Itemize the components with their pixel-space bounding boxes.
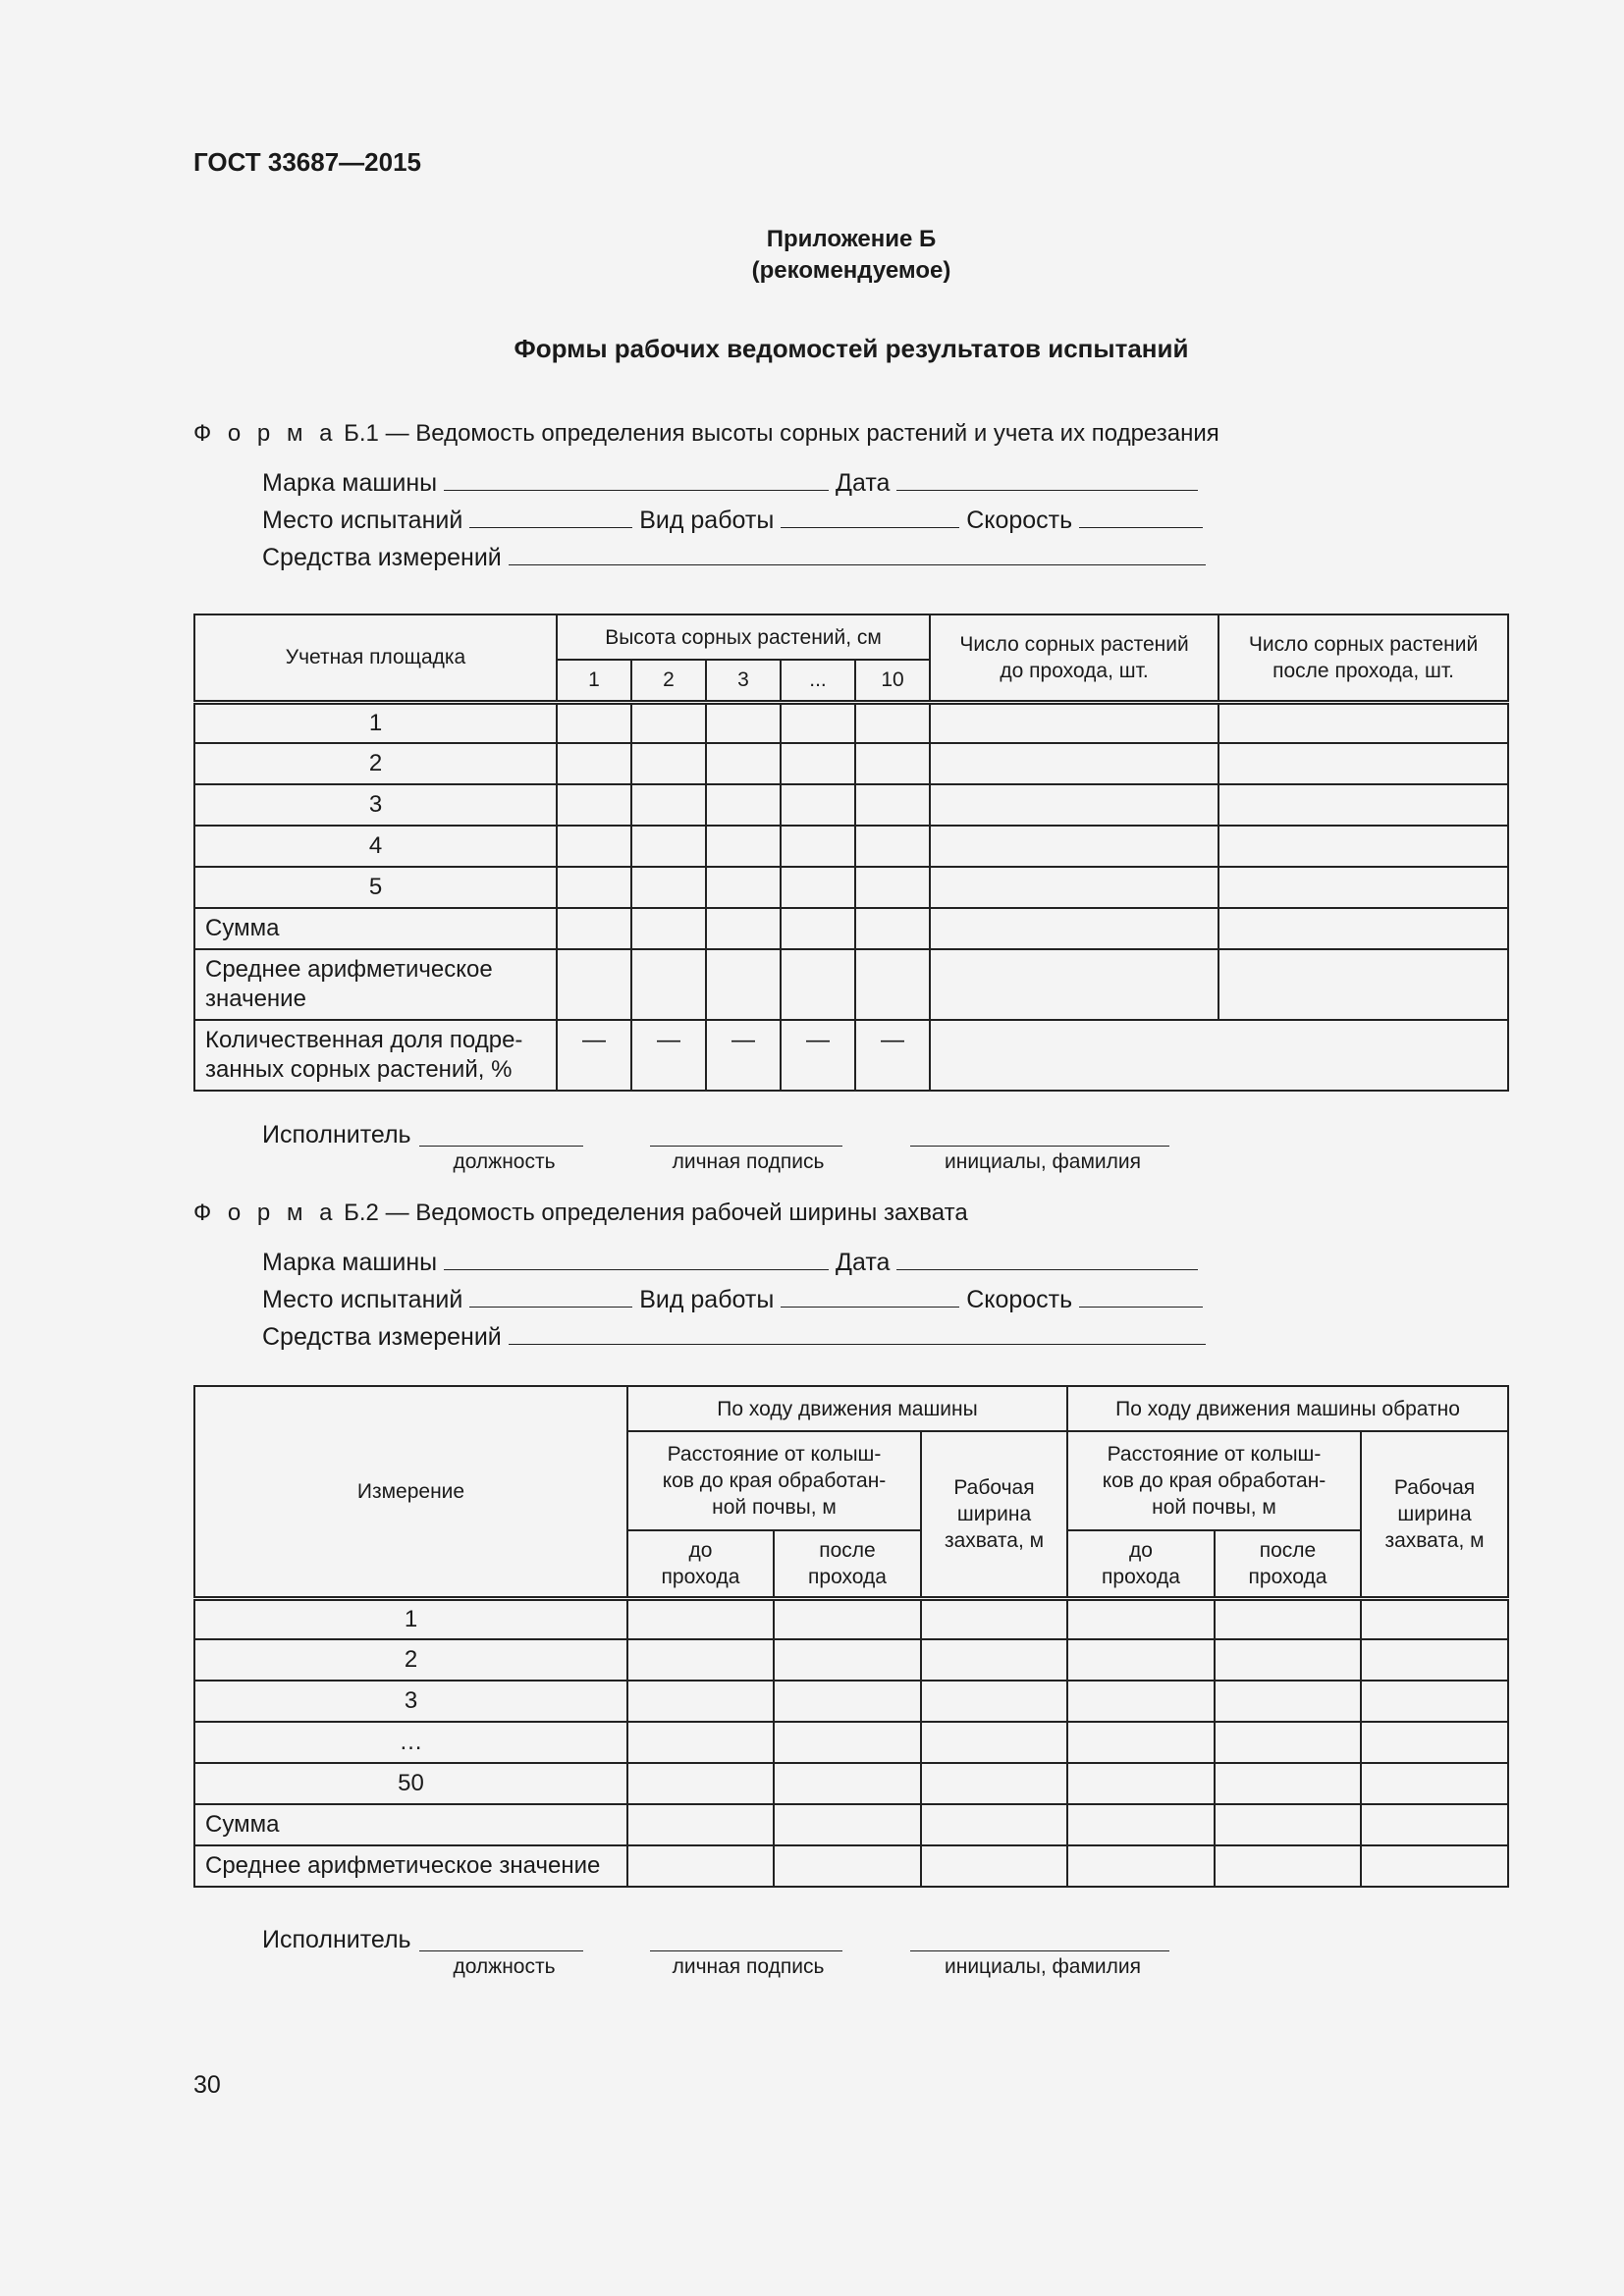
table-row: [194, 1763, 1508, 1804]
col-before-backward: до прохода: [1067, 1530, 1215, 1598]
form1-signature-line[interactable]: [650, 1145, 842, 1147]
height-col-10: 10: [855, 660, 930, 702]
tools-field[interactable]: [509, 1322, 1206, 1345]
form1-name-caption: инициалы, фамилия: [945, 1150, 1141, 1173]
sum-row: [194, 908, 1508, 949]
speed-field[interactable]: [1079, 1285, 1203, 1308]
form2-place-line: [262, 1285, 1203, 1314]
form2-signature-line[interactable]: [650, 1949, 842, 1951]
col-after: Число сорных растений после прохода, шт.: [1218, 614, 1508, 702]
brand-label: Марка машины: [262, 469, 438, 497]
sum-label: Сумма: [194, 908, 557, 949]
form1-position-caption: должность: [453, 1150, 556, 1173]
form1-title: [193, 420, 1219, 448]
row-label: 1: [194, 702, 557, 743]
mean-label-line-1: Среднее арифметическое: [205, 956, 493, 983]
table-row: [194, 784, 1508, 826]
mean-label: Среднее арифметическое значение: [194, 1845, 627, 1887]
form2-header-row-1: [194, 1386, 1508, 1431]
speed-field[interactable]: [1079, 506, 1203, 528]
form2-name-line[interactable]: [910, 1949, 1169, 1951]
table-row: [194, 1639, 1508, 1681]
height-col-ellipsis: ...: [781, 660, 855, 702]
dash-cell: —: [706, 1020, 781, 1091]
form2-title: [193, 1200, 968, 1227]
place-field[interactable]: [469, 506, 632, 528]
row-label: 2: [194, 743, 557, 784]
col-distance-backward: Расстояние от колыш-ков до края обработан-ной почвы, м: [1067, 1431, 1361, 1530]
table-row: [194, 867, 1508, 908]
form1-title-text: Б.1 — Ведомость определения высоты сорных растений и учета их подрезания: [344, 420, 1219, 447]
row-label: 5: [194, 867, 557, 908]
form2-prefix: Ф о р м а: [193, 1200, 338, 1226]
row-label: …: [194, 1722, 627, 1763]
place-field[interactable]: [469, 1285, 632, 1308]
date-label: Дата: [836, 1249, 891, 1276]
col-height: Высота сорных растений, см: [557, 614, 930, 660]
col-forward: По ходу движения машины: [627, 1386, 1067, 1431]
work-label: Вид работы: [639, 1286, 775, 1313]
form1-executor-label: Исполнитель: [262, 1121, 411, 1148]
height-col-1: 1: [557, 660, 631, 702]
form1-tools-line: [262, 543, 1206, 572]
form2-tools-line: [262, 1322, 1206, 1352]
mean-row: [194, 949, 1508, 1020]
table-row: [194, 702, 1508, 743]
speed-label: Скорость: [966, 507, 1073, 534]
tools-label: Средства измерений: [262, 1323, 502, 1351]
form1-name-line[interactable]: [910, 1145, 1169, 1147]
form2-executor-label: Исполнитель: [262, 1926, 411, 1953]
place-label: Место испытаний: [262, 507, 463, 534]
col-distance-forward: Расстояние от колыш-ков до края обработан-ной почвы, м: [627, 1431, 921, 1530]
table-row: [194, 1722, 1508, 1763]
form1-position-line[interactable]: [419, 1145, 583, 1147]
col-before: Число сорных растений до прохода, шт.: [930, 614, 1218, 702]
form2-title-text: Б.2 — Ведомость определения рабочей ширины захвата: [344, 1200, 968, 1226]
col-measure: Измерение: [194, 1386, 627, 1598]
form2-brand-line: [262, 1248, 1198, 1277]
date-field[interactable]: [896, 468, 1198, 491]
form2-position-caption: должность: [453, 1955, 556, 1978]
work-label: Вид работы: [639, 507, 775, 534]
date-field[interactable]: [896, 1248, 1198, 1270]
forms-title: Формы рабочих ведомостей результатов испытаний: [514, 334, 1189, 363]
dash-cell: —: [855, 1020, 930, 1091]
col-after-backward: после прохода: [1215, 1530, 1361, 1598]
work-field[interactable]: [781, 506, 959, 528]
table-row: [194, 826, 1508, 867]
row-label: 2: [194, 1639, 627, 1681]
row-label: 3: [194, 1681, 627, 1722]
table-row: [194, 743, 1508, 784]
date-label: Дата: [836, 469, 891, 497]
form1-prefix: Ф о р м а: [193, 420, 338, 447]
document-code: ГОСТ 33687—2015: [193, 147, 421, 177]
form2-name-caption: инициалы, фамилия: [945, 1955, 1141, 1978]
table-row: [194, 1681, 1508, 1722]
height-col-2: 2: [631, 660, 706, 702]
form2-signature-caption: личная подпись: [672, 1955, 825, 1978]
form1-header-row-1: [194, 614, 1508, 660]
dash-cell: —: [557, 1020, 631, 1091]
col-width-forward: Рабочая ширина захвата, м: [921, 1431, 1067, 1598]
place-label: Место испытаний: [262, 1286, 463, 1313]
appendix-title: Приложение Б: [766, 226, 937, 252]
brand-field[interactable]: [444, 1248, 829, 1270]
form2-position-line[interactable]: [419, 1949, 583, 1951]
share-label-line-1: Количественная доля подре-: [205, 1027, 523, 1053]
mean-label: [194, 949, 557, 1020]
table-row: [194, 1598, 1508, 1639]
col-width-backward: Рабочая ширина захвата, м: [1361, 1431, 1508, 1598]
form2-table: [193, 1385, 1509, 1888]
share-label-line-2: занных сорных растений, %: [205, 1056, 513, 1083]
brand-field[interactable]: [444, 468, 829, 491]
col-before-forward: до прохода: [627, 1530, 774, 1598]
row-label: 4: [194, 826, 557, 867]
row-label: 1: [194, 1598, 627, 1639]
col-after-forward: после прохода: [774, 1530, 921, 1598]
dash-cell: —: [631, 1020, 706, 1091]
form1-signature-caption: личная подпись: [672, 1150, 825, 1173]
share-row: [194, 1020, 1508, 1091]
tools-label: Средства измерений: [262, 544, 502, 571]
dash-cell: —: [781, 1020, 855, 1091]
sum-row: [194, 1804, 1508, 1845]
brand-label: Марка машины: [262, 1249, 438, 1276]
tools-field[interactable]: [509, 543, 1206, 565]
speed-label: Скорость: [966, 1286, 1073, 1313]
mean-row: [194, 1845, 1508, 1887]
height-col-3: 3: [706, 660, 781, 702]
sum-label: Сумма: [194, 1804, 627, 1845]
work-field[interactable]: [781, 1285, 959, 1308]
form1-table: [193, 614, 1509, 1092]
page-number: 30: [193, 2071, 221, 2099]
row-label: 50: [194, 1763, 627, 1804]
col-backward: По ходу движения машины обратно: [1067, 1386, 1508, 1431]
appendix-subtitle: (рекомендуемое): [751, 257, 951, 284]
row-label: 3: [194, 784, 557, 826]
form1-place-line: [262, 506, 1203, 535]
col-plot: Учетная площадка: [194, 614, 557, 702]
share-label: [194, 1020, 557, 1091]
mean-label-line-2: значение: [205, 986, 306, 1012]
form1-brand-line: [262, 468, 1198, 498]
